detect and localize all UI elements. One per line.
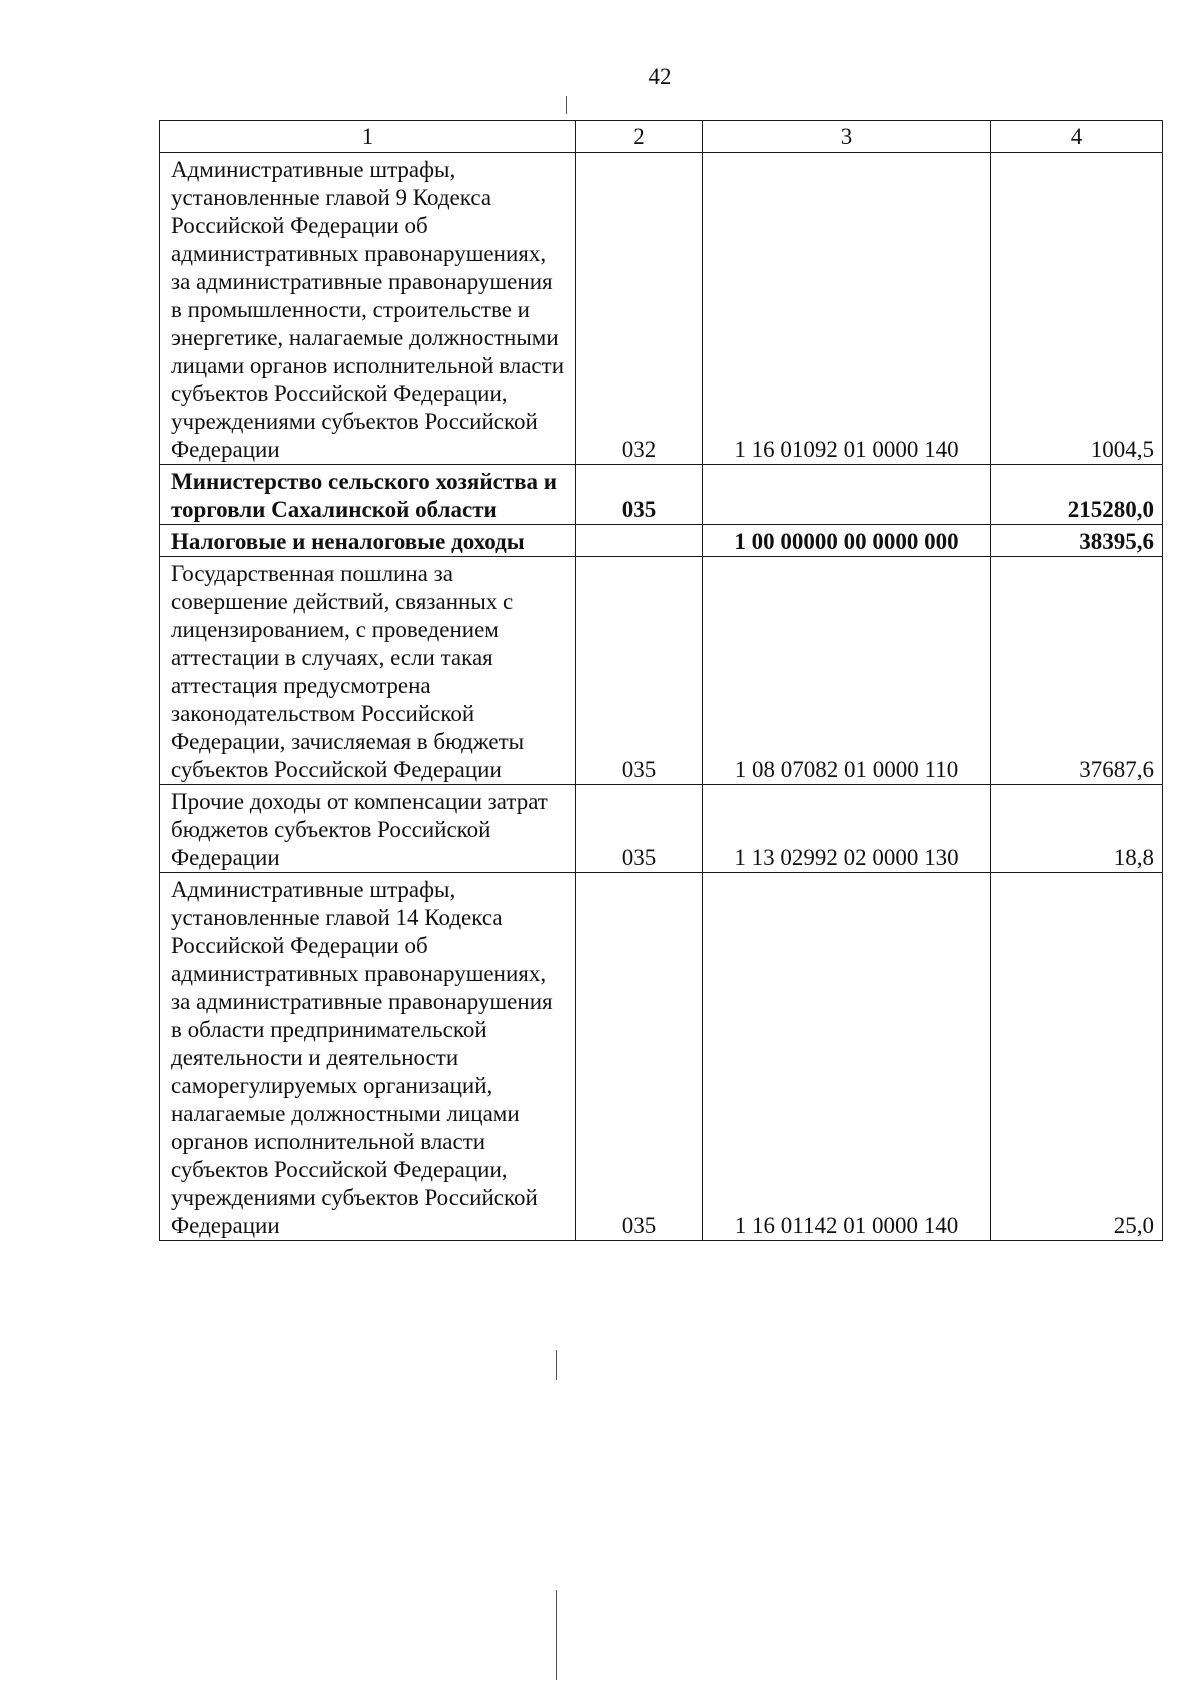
scan-fold-mark [556, 1350, 557, 1380]
amount-cell: 215280,0 [991, 465, 1163, 525]
administrator-code-cell [576, 525, 703, 557]
column-header-1: 1 [160, 121, 576, 153]
column-header-3: 3 [703, 121, 991, 153]
administrator-code-cell: 035 [576, 465, 703, 525]
administrator-code-cell: 035 [576, 873, 703, 1241]
administrator-code-cell: 032 [576, 153, 703, 465]
kbk-code-cell [703, 465, 991, 525]
column-header-4: 4 [991, 121, 1163, 153]
table-row [160, 785, 1163, 873]
revenue-name-cell: Министерство сельского хозяйства и торговли Сахалинской области [160, 465, 576, 525]
kbk-code-cell: 1 16 01092 01 0000 140 [703, 153, 991, 465]
revenue-name-cell: Прочие доходы от компенсации затрат бюджетов субъектов Российской Федерации [160, 785, 576, 873]
kbk-code-cell: 1 00 00000 00 0000 000 [703, 525, 991, 557]
table-body [160, 153, 1163, 1241]
table-row [160, 557, 1163, 785]
table-row [160, 873, 1163, 1241]
column-header-2: 2 [576, 121, 703, 153]
administrator-code-cell: 035 [576, 557, 703, 785]
kbk-code-cell: 1 16 01142 01 0000 140 [703, 873, 991, 1241]
kbk-code-cell: 1 08 07082 01 0000 110 [703, 557, 991, 785]
page-number: 42 [648, 64, 672, 89]
amount-cell: 37687,6 [991, 557, 1163, 785]
revenue-name-cell: Административные штрафы, установленные главой 14 Кодекса Российской Федерации об административных правонарушениях, за административные правонарушения в области предпринимательской деятельности и деятельности саморегулируемых организаций, налагаемые должностными лицами органов исполнительной власти субъектов Российской Федерации, учреждениями субъектов Российской Федерации [160, 873, 576, 1241]
administrator-code-cell: 035 [576, 785, 703, 873]
table-row [160, 465, 1163, 525]
table-header-row [160, 121, 1163, 153]
revenue-name-cell: Налоговые и неналоговые доходы [160, 525, 576, 557]
amount-cell: 38395,6 [991, 525, 1163, 557]
kbk-code-cell: 1 13 02992 02 0000 130 [703, 785, 991, 873]
scan-fold-mark [556, 1590, 557, 1680]
table-row [160, 153, 1163, 465]
amount-cell: 18,8 [991, 785, 1163, 873]
table-row [160, 525, 1163, 557]
scan-fold-mark [566, 96, 567, 114]
revenue-name-cell: Государственная пошлина за совершение действий, связанных с лицензированием, с проведением аттестации в случаях, если такая аттестация предусмотрена законодательством Российской Федерации, зачисляемая в бюджеты субъектов Российской Федерации [160, 557, 576, 785]
revenue-name-cell: Административные штрафы, установленные главой 9 Кодекса Российской Федерации об административных правонарушениях, за административные правонарушения в промышленности, строительстве и энергетике, налагаемые должностными лицами органов исполнительной власти субъектов Российской Федерации, учреждениями субъектов Российской Федерации [160, 153, 576, 465]
amount-cell: 25,0 [991, 873, 1163, 1241]
budget-revenue-table [159, 120, 1163, 1241]
amount-cell: 1004,5 [991, 153, 1163, 465]
